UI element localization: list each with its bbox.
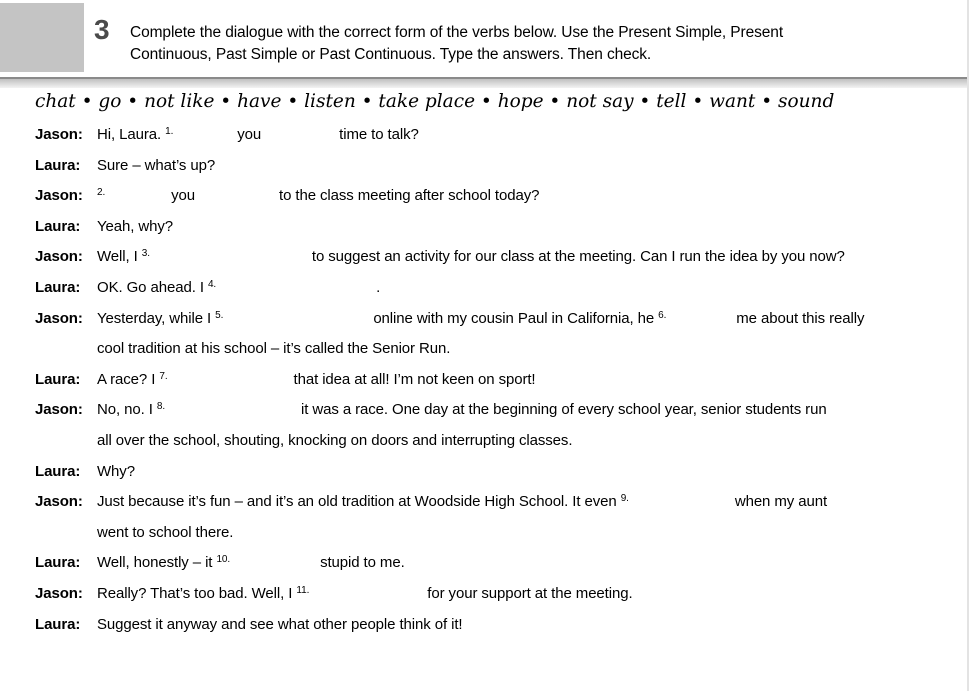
dialogue-text: all over the school, shouting, knocking on doors and interrupting classes. (97, 431, 573, 449)
dialogue-line (35, 365, 864, 396)
dialogue-line (35, 334, 864, 365)
speaker-label: Jason: (35, 584, 83, 602)
answer-blank-9[interactable] (631, 493, 735, 511)
answer-blank-6[interactable] (668, 310, 736, 328)
speaker-label: Jason: (35, 187, 83, 205)
dialogue-line (35, 395, 864, 426)
dialogue-text: you (171, 187, 196, 205)
answer-blank-1b[interactable] (261, 126, 339, 144)
speaker-label: Laura: (35, 462, 81, 480)
dialogue-text: when my aunt (734, 493, 828, 511)
dialogue-line (35, 548, 864, 579)
answer-blank-8[interactable] (167, 401, 301, 419)
dialogue-text: time to talk? (339, 126, 419, 143)
corner-gray-box (0, 3, 84, 72)
dialogue-text: Why? (97, 462, 135, 480)
speaker-label: Jason: (35, 493, 83, 511)
dialogue-text: that idea at all! I’m not keen on sport! (293, 370, 536, 388)
answer-blank-3[interactable] (152, 248, 312, 266)
dialogue-line (35, 487, 864, 518)
dialogue-line (35, 120, 864, 151)
dialogue-line (35, 610, 864, 641)
blank-number: 5. (215, 309, 224, 321)
dialogue-line (35, 242, 864, 273)
answer-blank-11[interactable] (311, 585, 427, 603)
dialogue-text: Well, honestly – it (97, 554, 217, 572)
dialogue-line (35, 579, 864, 610)
blank-number: 6. (658, 309, 667, 321)
dialogue-line (35, 426, 864, 457)
dialogue (35, 120, 864, 640)
blank-number: 4. (207, 278, 217, 290)
blank-number: 1. (165, 126, 174, 137)
dialogue-line (35, 304, 864, 335)
blank-number: 8. (156, 401, 166, 413)
dialogue-text: cool tradition at his school – it’s called the Senior Run. (97, 340, 451, 358)
dialogue-text: A race? I (97, 370, 160, 388)
speaker-label: Laura: (35, 217, 81, 235)
dialogue-line (35, 518, 864, 549)
answer-blank-2a[interactable] (107, 187, 171, 205)
dialogue-text: Yeah, why? (97, 217, 174, 235)
answer-blank-2b[interactable] (195, 187, 279, 205)
dialogue-text: went to school there. (97, 523, 234, 541)
blank-number: 10. (216, 554, 231, 566)
dialogue-text: to suggest an activity for our class at the meeting. Can I run the idea by you now? (311, 248, 845, 266)
section-divider (0, 77, 969, 88)
dialogue-line (35, 181, 864, 212)
dialogue-text: OK. Go ahead. I (97, 278, 208, 296)
speaker-label: Laura: (35, 156, 81, 174)
dialogue-text: . (376, 278, 381, 296)
speaker-label: Laura: (35, 615, 81, 633)
instructions-line-1: Complete the dialogue with the correct form of the verbs below. Use the Present Simple, Present (130, 24, 784, 41)
blank-number: 2. (97, 187, 106, 199)
answer-blank-7[interactable] (170, 371, 294, 389)
dialogue-line (35, 273, 864, 304)
speaker-label: Jason: (35, 248, 83, 266)
answer-blank-10[interactable] (232, 554, 320, 572)
dialogue-text: me about this really (736, 309, 865, 327)
exercise-instructions (130, 22, 783, 65)
dialogue-text: stupid to me. (320, 554, 405, 572)
blank-number: 3. (141, 248, 150, 260)
dialogue-text: Sure – what’s up? (97, 156, 216, 174)
dialogue-line (35, 151, 864, 182)
answer-blank-5[interactable] (225, 310, 373, 328)
dialogue-text: Suggest it anyway and see what other people think of it! (97, 615, 463, 633)
dialogue-text: Just because it’s fun – and it’s an old tradition at Woodside High School. It even (97, 493, 621, 511)
answer-blank-4[interactable] (218, 279, 376, 297)
instructions-line-2: Continuous, Past Simple or Past Continuous. Type the answers. Then check. (130, 45, 652, 63)
dialogue-text: Yesterday, while I (97, 309, 216, 327)
blank-number: 9. (620, 493, 629, 505)
dialogue-text: Hi, Laura. (97, 126, 166, 143)
speaker-label: Jason: (35, 401, 83, 419)
dialogue-text: for your support at the meeting. (427, 584, 633, 602)
dialogue-text: No, no. I (97, 401, 157, 419)
speaker-label: Jason: (35, 309, 83, 327)
dialogue-text: Really? That’s too bad. Well, I (97, 584, 297, 602)
speaker-label: Laura: (35, 278, 81, 296)
dialogue-text: Well, I (97, 248, 142, 266)
blank-number: 11. (296, 584, 310, 596)
dialogue-text: online with my cousin Paul in California, he (373, 309, 659, 327)
exercise-number: 3 (94, 14, 110, 45)
dialogue-text: you (237, 126, 262, 143)
speaker-label: Laura: (35, 370, 81, 388)
dialogue-line (35, 457, 864, 488)
answer-blank-1a[interactable] (175, 126, 237, 144)
dialogue-text: it was a race. One day at the beginning of every school year, senior students run (301, 401, 827, 419)
speaker-label: Jason: (35, 126, 83, 143)
speaker-label: Laura: (35, 554, 81, 572)
dialogue-line (35, 212, 864, 243)
blank-number: 7. (159, 370, 168, 382)
word-bank: chat • go • not like • have • listen • take place • hope • not say • tell • want • sound (35, 91, 835, 112)
dialogue-text: to the class meeting after school today? (279, 187, 540, 205)
